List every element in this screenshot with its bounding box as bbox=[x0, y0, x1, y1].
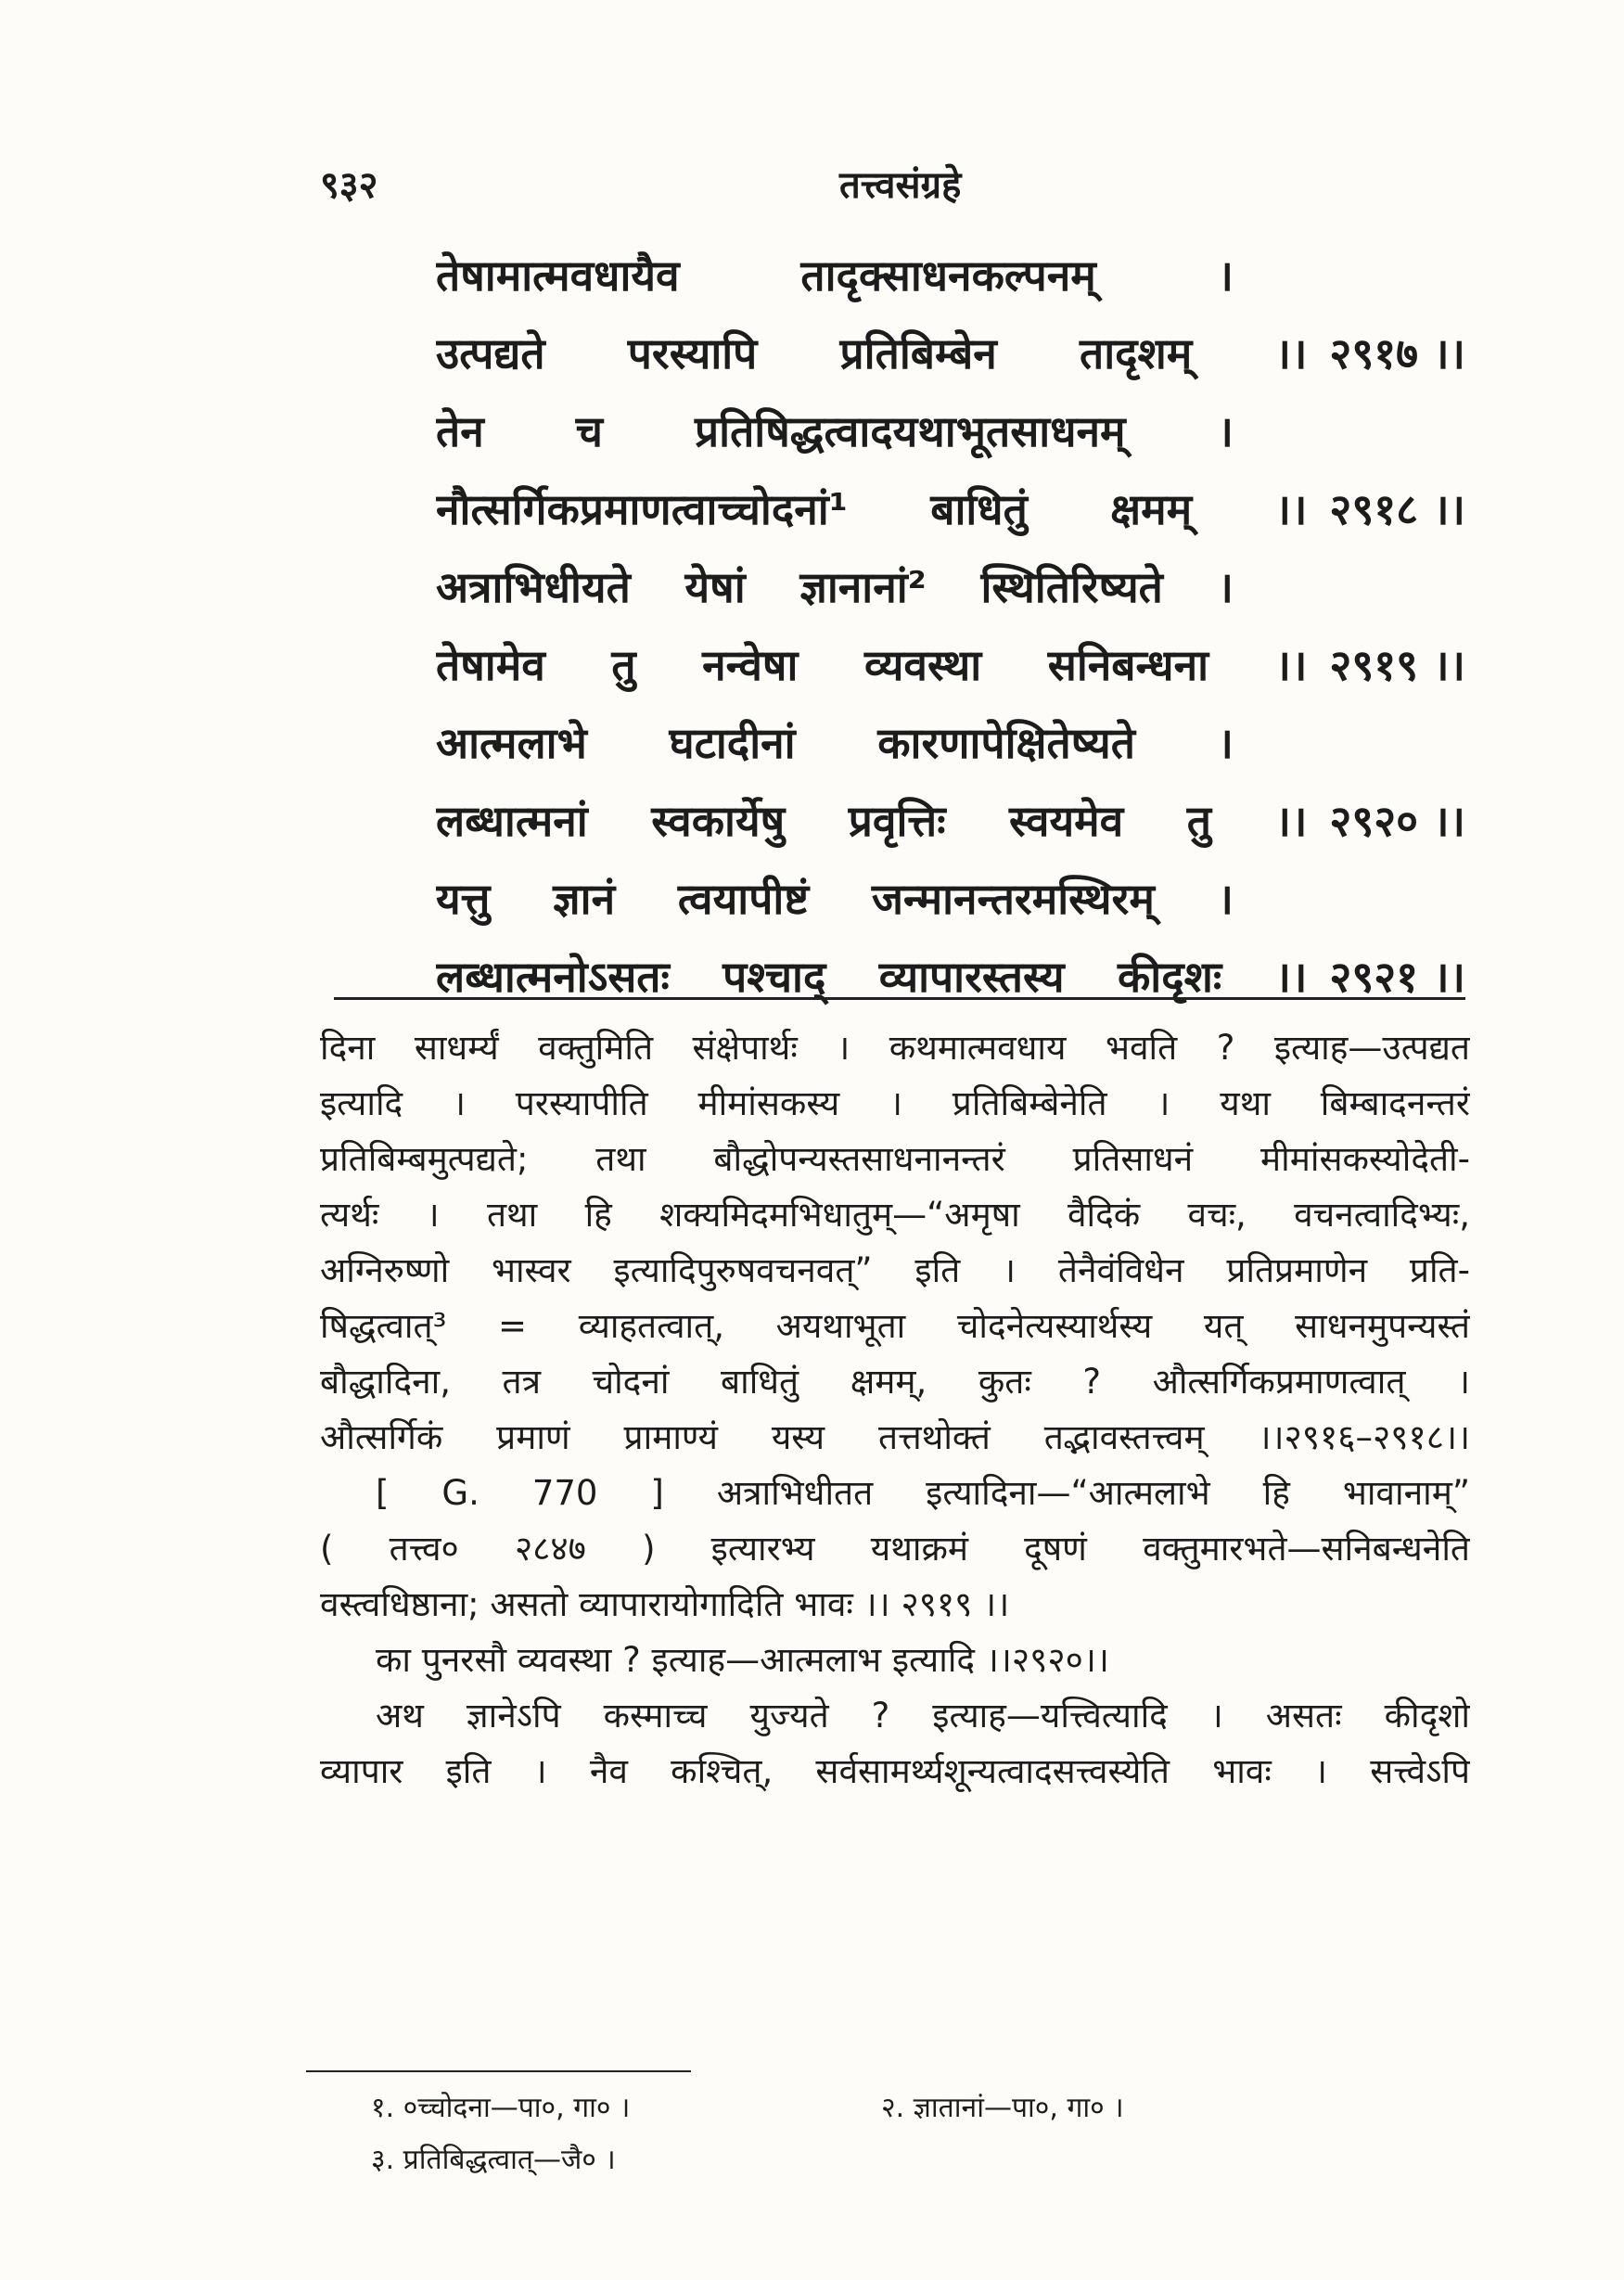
verse-number: २९२१ ।। bbox=[1329, 952, 1465, 1002]
footnote-row bbox=[371, 2134, 1391, 2186]
commentary-line: षिद्धत्वात्³ = व्याहतत्वात्, अयथाभूता चोदनेत्यस्यार्थस्य यत् साधनमुपन्यस्तं bbox=[320, 1306, 1470, 1346]
verse-text: नौत्सर्गिकप्रमाणत्वाच्चोदनां¹ बाधितुं क्षमम् ।। bbox=[436, 484, 1308, 534]
verse-line bbox=[436, 314, 1465, 392]
commentary-line: ( तत्त्व० २८४७ ) इत्यारभ्य यथाक्रमं दूषणं वक्तुमारभते—सनिबन्धनेति bbox=[320, 1529, 1470, 1569]
verse-number: २९१८ ।। bbox=[1329, 484, 1465, 534]
footnotes bbox=[371, 2082, 1391, 2186]
footnote: ३. प्रतिबिद्धत्वात्—जै० । bbox=[371, 2144, 616, 2176]
verse-number: २९१७ ।। bbox=[1329, 328, 1465, 378]
commentary-line: [ G. 770 ] अत्राभिधीतत इत्यादिना—“आत्मलाभे हि भावानाम्” bbox=[376, 1473, 1470, 1513]
verse-line bbox=[436, 938, 1465, 1016]
commentary-line: दिना साधर्म्यं वक्तुमिति संक्षेपार्थः । कथमात्मवधाय भवति ? इत्याह—उत्पद्यत bbox=[320, 1028, 1470, 1068]
commentary-line: व्यापार इति । नैव कश्चित्, सर्वसामर्थ्यशून्यत्वादसत्त्वस्येति भावः । सत्त्वेऽपि bbox=[320, 1751, 1470, 1791]
verse-text: तेन च प्रतिषिद्धत्वादयथाभूतसाधनम् । bbox=[436, 406, 1234, 456]
verse-text: अत्राभिधीयते येषां ज्ञानानां² स्थितिरिष्यते । bbox=[436, 562, 1234, 612]
verse-number: २९१९ ।। bbox=[1329, 640, 1465, 690]
verse-block bbox=[436, 237, 1465, 1016]
verse-text: उत्पद्यते परस्यापि प्रतिबिम्बेन तादृशम् ।। bbox=[436, 328, 1308, 378]
footnote: १. ०च्चोदना—पा०, गा० । bbox=[371, 2092, 631, 2124]
verse-text: यत्तु ज्ञानं त्वयापीष्टं जन्मानन्तरमस्थिरम् । bbox=[436, 874, 1234, 924]
footnote-divider-rule bbox=[306, 2070, 691, 2072]
verse-divider-rule bbox=[334, 997, 1465, 1000]
commentary-line: औत्सर्गिकं प्रमाणं प्रामाण्यं यस्य तत्तथोक्तं तद्भावस्तत्त्वम् ।।२९१६–२९१८।। bbox=[320, 1417, 1470, 1457]
commentary-line: इत्यादि । परस्यापीति मीमांसकस्य । प्रतिबिम्बेनेति । यथा बिम्बादनन्तरं bbox=[320, 1083, 1470, 1123]
commentary-line: वस्त्वधिष्ठाना; असतो व्यापारायोगादिति भावः ।। २९१९ ।। bbox=[320, 1584, 1010, 1624]
verse-text: लब्धात्मनां स्वकार्येषु प्रवृत्तिः स्वयमेव तु ।। bbox=[436, 796, 1308, 846]
running-header bbox=[320, 158, 1461, 213]
commentary-line: त्यर्थः । तथा हि शक्यमिदमभिधातुम्—“अमृषा वैदिकं वचः, वचनत्वादिभ्यः, bbox=[320, 1195, 1470, 1235]
footnote: २. ज्ञातानां—पा०, गा० । bbox=[881, 2092, 1124, 2124]
verse-text: तेषामेव तु नन्वेषा व्यवस्था सनिबन्धना ।। bbox=[436, 640, 1308, 690]
commentary-line: अथ ज्ञानेऽपि कस्माच्च युज्यते ? इत्याह—यत्त्वित्यादि । असतः कीदृशो bbox=[376, 1696, 1470, 1736]
commentary-line: प्रतिबिम्बमुत्पद्यते; तथा बौद्धोपन्यस्तसाधनानन्तरं प्रतिसाधनं मीमांसकस्योदेती- bbox=[320, 1139, 1470, 1179]
verse-line bbox=[436, 626, 1465, 704]
verse-line bbox=[436, 470, 1465, 548]
verse-text: आत्मलाभे घटादीनां कारणापेक्षितेष्यते । bbox=[436, 718, 1234, 768]
verse-text: लब्धात्मनोऽसतः पश्चाद् व्यापारस्तस्य कीदृशः ।। bbox=[436, 952, 1308, 1002]
verse-number: २९२० ।। bbox=[1329, 796, 1465, 846]
verse-text: तेषामात्मवधायैव तादृक्साधनकल्पनम् । bbox=[436, 250, 1234, 301]
page-title: तत्त्वसंग्रहे bbox=[839, 164, 962, 207]
verse-line bbox=[436, 782, 1465, 860]
verse-line bbox=[436, 704, 1465, 782]
commentary-line: बौद्धादिना, तत्र चोदनां बाधितुं क्षमम्, कुतः ? औत्सर्गिकप्रमाणत्वात् । bbox=[320, 1362, 1470, 1402]
verse-line bbox=[436, 392, 1465, 470]
commentary-line: अग्निरुष्णो भास्वर इत्यादिपुरुषवचनवत्” इति । तेनैवंविधेन प्रतिप्रमाणेन प्रति- bbox=[320, 1250, 1470, 1290]
verse-line bbox=[436, 237, 1465, 314]
footnote-row bbox=[371, 2082, 1391, 2134]
commentary-block bbox=[320, 1020, 1470, 1800]
verse-line bbox=[436, 860, 1465, 938]
commentary-line: का पुनरसौ व्यवस्था ? इत्याह—आत्मलाभ इत्यादि ।।२९२०।। bbox=[376, 1640, 1109, 1680]
verse-line bbox=[436, 548, 1465, 626]
page-number: ९३२ bbox=[320, 164, 378, 207]
